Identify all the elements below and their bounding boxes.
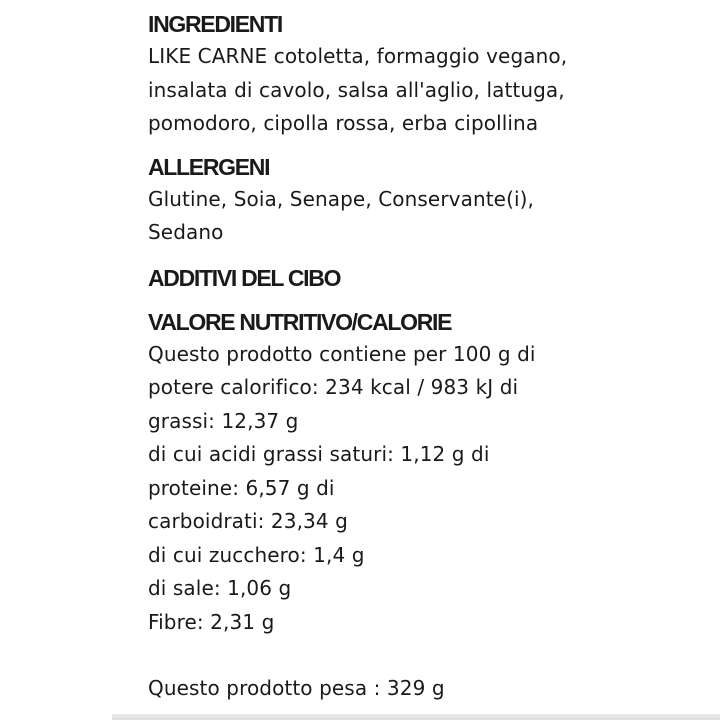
product-weight-text	[148, 672, 708, 706]
nutrition-line: di sale: 1,06 g	[148, 576, 292, 600]
ingredients-line: LIKE CARNE cotoletta, formaggio vegano,	[148, 44, 568, 68]
nutrition-heading: VALORE NUTRITIVO/CALORIE	[148, 308, 452, 335]
nutrition-line: di cui zucchero: 1,4 g	[148, 542, 365, 567]
nutrition-line: carboidrati: 23,34 g	[148, 509, 348, 533]
additives-heading: ADDITIVI DEL CIBO	[148, 264, 341, 291]
nutrition-text	[148, 338, 708, 640]
additives-section	[148, 262, 708, 294]
nutrition-line: Fibre: 2,31 g	[148, 609, 275, 634]
allergens-text	[148, 183, 708, 250]
nutrition-section	[148, 306, 708, 706]
ingredients-text	[148, 40, 708, 141]
ingredients-section	[148, 8, 708, 141]
nutrition-line: Questo prodotto contiene per 100 g di	[148, 341, 536, 366]
product-details	[148, 8, 708, 706]
allergens-heading: ALLERGENI	[148, 153, 270, 180]
nutrition-line: proteine: 6,57 g di	[148, 475, 335, 500]
nutrition-line: grassi: 12,37 g	[148, 408, 299, 433]
ingredients-line: insalata di cavolo, salsa all'aglio, lattuga,	[148, 77, 565, 102]
nutrition-line: di cui acidi grassi saturi: 1,12 g di	[148, 442, 490, 466]
bottom-edge-bar	[112, 714, 720, 720]
allergens-line: Glutine, Soia, Senape, Conservante(i),	[148, 186, 534, 211]
ingredients-heading: INGREDIENTI	[148, 11, 282, 37]
nutrition-line: potere calorifico: 234 kcal / 983 kJ di	[148, 375, 519, 399]
product-weight-line: Questo prodotto pesa : 329 g	[148, 676, 445, 700]
ingredients-line: pomodoro, cipolla rossa, erba cipollina	[148, 111, 539, 135]
allergens-section	[148, 151, 708, 250]
allergens-line: Sedano	[148, 220, 224, 244]
